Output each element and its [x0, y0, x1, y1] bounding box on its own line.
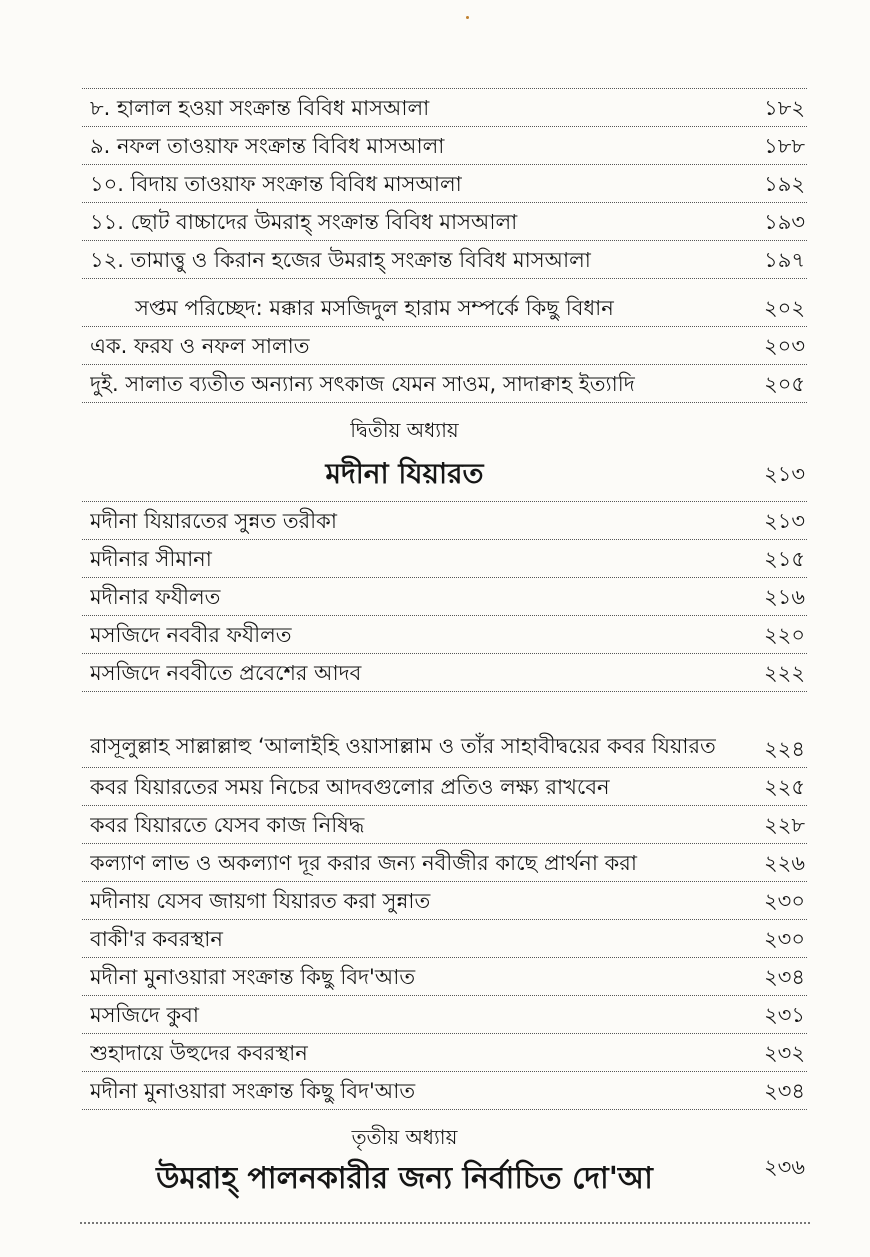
entry-title: মসজিদে কুবা — [90, 1003, 199, 1027]
entry-title: মদীনা মুনাওয়ারা সংক্রান্ত কিছু বিদ'আত — [90, 1079, 416, 1103]
entry-title: ৯. নফল তাওয়াফ সংক্রান্ত বিবিধ মাসআলা — [90, 134, 445, 158]
entry-page: ১৮২ — [764, 96, 805, 120]
toc-entry[interactable] — [82, 165, 807, 203]
entry-page: ১৯৭ — [764, 248, 805, 272]
toc-entry[interactable] — [82, 502, 807, 540]
entry-title: ১২. তামাত্তু ও কিরান হজের উমরাহ্ সংক্রান্ত বিবিধ মাসআলা — [90, 248, 591, 272]
entry-title: মদীনায় যেসব জায়গা যিয়ারত করা সুন্নাত — [90, 889, 431, 913]
toc-entry[interactable] — [82, 241, 807, 279]
entry-page: ১৯৩ — [764, 210, 805, 234]
toc-entry[interactable] — [82, 203, 807, 241]
chapter-page: ২১৩ — [764, 462, 805, 486]
chapter-label: তৃতীয় অধ্যায় — [351, 1125, 458, 1149]
toc-entry[interactable] — [82, 654, 807, 692]
entry-page: ২০৫ — [764, 372, 805, 396]
toc-entry[interactable] — [82, 958, 807, 996]
entry-title: ১০. বিদায় তাওয়াফ সংক্রান্ত বিবিধ মাসআলা — [90, 172, 462, 196]
entry-page: ২০২ — [764, 296, 805, 320]
entry-title: রাসূলুল্লাহ সাল্লাল্লাহু ‘আলাইহি ওয়াসাল্লাম ও তাঁর সাহাবীদ্বয়ের কবর যিয়ারত — [90, 734, 716, 758]
entry-title: ১১. ছোট বাচ্চাদের উমরাহ্ সংক্রান্ত বিবিধ মাসআলা — [90, 210, 518, 234]
toc-entry[interactable] — [82, 327, 807, 365]
entry-page: ২৩০ — [764, 927, 805, 951]
entry-page: ২৩২ — [764, 1041, 805, 1065]
entry-title: মসজিদে নববীর ফযীলত — [90, 623, 292, 647]
chapter-label: দ্বিতীয় অধ্যায় — [350, 418, 459, 442]
chapter-heading[interactable] — [82, 1154, 807, 1204]
entry-page: ২২২ — [764, 661, 805, 685]
entry-title: মদীনার সীমানা — [90, 547, 212, 571]
entry-page: ২১৩ — [764, 509, 805, 533]
entry-title: কবর যিয়ারতের সময় নিচের আদবগুলোর প্রতিও লক্ষ্য রাখবেন — [90, 775, 610, 799]
spacer — [82, 1110, 807, 1120]
toc-entry[interactable] — [82, 578, 807, 616]
toc-entry[interactable] — [82, 920, 807, 958]
table-of-contents — [82, 88, 807, 1204]
entry-title: মদীনার ফযীলত — [90, 585, 221, 609]
entry-title: কল্যাণ লাভ ও অকল্যাণ দূর করার জন্য নবীজীর কাছে প্রার্থনা করা — [90, 851, 637, 875]
toc-entry[interactable] — [82, 89, 807, 127]
toc-entry-seventh-section[interactable] — [82, 279, 807, 327]
chapter-title: মদীনা যিয়ারত — [325, 457, 484, 490]
spacer — [82, 403, 807, 413]
entry-title: মসজিদে নববীতে প্রবেশের আদব — [90, 661, 362, 685]
entry-title: ৮. হালাল হওয়া সংক্রান্ত বিবিধ মাসআলা — [90, 96, 430, 120]
entry-page: ২০৩ — [764, 334, 805, 358]
toc-entry[interactable] — [82, 768, 807, 806]
chapter-heading[interactable] — [82, 447, 807, 502]
entry-title: সপ্তম পরিচ্ছেদ: মক্কার মসজিদুল হারাম সম্পর্কে কিছু বিধান — [135, 296, 614, 320]
printing-speck — [466, 16, 469, 19]
toc-entry[interactable] — [82, 882, 807, 920]
chapter-page: ২৩৬ — [764, 1155, 805, 1179]
entry-page: ২২৫ — [764, 775, 805, 799]
entry-page: ২২০ — [764, 623, 805, 647]
toc-entry[interactable] — [82, 365, 807, 403]
entry-title: এক. ফরয ও নফল সালাত — [90, 334, 310, 358]
toc-entry[interactable] — [82, 616, 807, 654]
entry-title: বাকী'র কবরস্থান — [90, 927, 223, 951]
entry-page: ২২৪ — [764, 737, 805, 761]
toc-entry[interactable] — [82, 806, 807, 844]
entry-title: মদীনা মুনাওয়ারা সংক্রান্ত কিছু বিদ'আত — [90, 965, 416, 989]
entry-page: ২৩৪ — [764, 1079, 805, 1103]
entry-page: ২২৬ — [764, 851, 805, 875]
toc-entry[interactable] — [82, 996, 807, 1034]
entry-page: ২২৮ — [764, 813, 805, 837]
toc-entry-two-line[interactable] — [82, 692, 807, 768]
entry-page: ১৯২ — [764, 172, 805, 196]
chapter-title: উমরাহ্ পালনকারীর জন্য নির্বাচিত দো'আ — [156, 1161, 653, 1196]
toc-entry[interactable] — [82, 1072, 807, 1110]
entry-title: শুহাদায়ে উহুদের কবরস্থান — [90, 1041, 308, 1065]
entry-title: দুই. সালাত ব্যতীত অন্যান্য সৎকাজ যেমন সাওম, সাদাক্বাহ ইত্যাদি — [90, 372, 635, 396]
bottom-rule — [80, 1222, 810, 1224]
toc-entry[interactable] — [82, 1034, 807, 1072]
entry-page: ২৩৪ — [764, 965, 805, 989]
entry-page: ২১৬ — [764, 585, 805, 609]
entry-page: ২৩০ — [764, 889, 805, 913]
toc-entry[interactable] — [82, 127, 807, 165]
entry-page: ২১৫ — [764, 547, 805, 571]
entry-title: মদীনা যিয়ারতের সুন্নত তরীকা — [90, 509, 337, 533]
toc-entry[interactable] — [82, 540, 807, 578]
entry-title: কবর যিয়ারতে যেসব কাজ নিষিদ্ধ — [90, 813, 365, 837]
entry-page: ১৮৮ — [764, 134, 805, 158]
entry-page: ২৩১ — [764, 1003, 805, 1027]
toc-entry[interactable] — [82, 844, 807, 882]
